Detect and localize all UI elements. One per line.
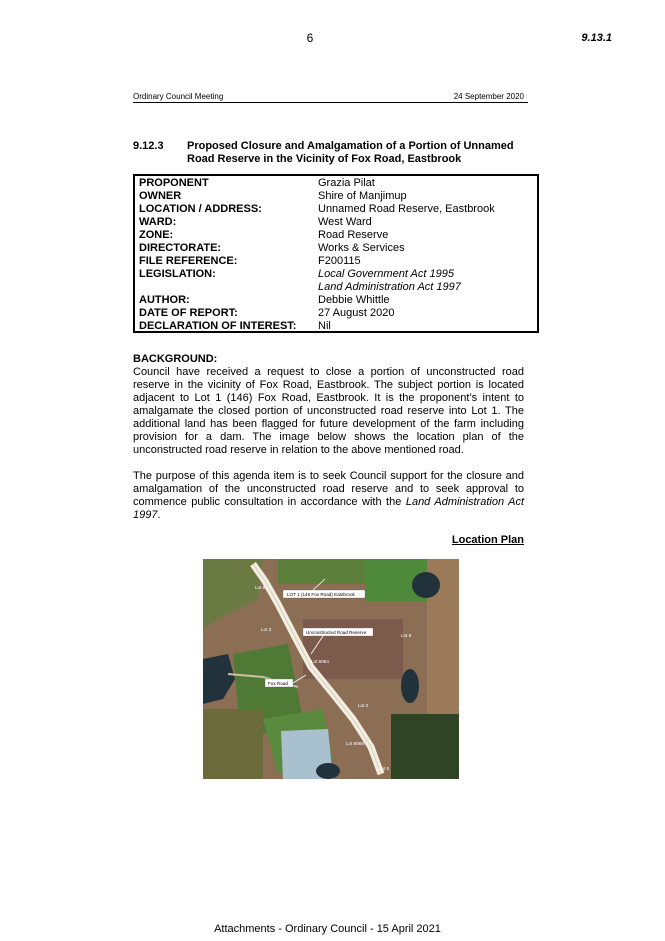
location-plan-map	[203, 559, 459, 779]
info-value: Debbie Whittle	[318, 294, 390, 306]
info-value: F200115	[318, 255, 361, 267]
map-label-lot-g: Lot 5	[379, 766, 390, 771]
map-label-lot-b: Lot 3	[261, 627, 272, 632]
paragraph-end: .	[157, 509, 161, 521]
map-label-lot-a: Lot 8	[255, 585, 266, 590]
info-value: Land Administration Act 1997	[318, 281, 461, 293]
info-value: Works & Services	[318, 242, 405, 254]
info-value: Nil	[318, 320, 331, 332]
dam-central	[401, 669, 419, 703]
location-plan-heading: Location Plan	[451, 534, 524, 546]
map-label-lot1: LOT 1 (146 Fox Road) Eastbrook	[287, 592, 355, 597]
item-reference: 9.13.1	[581, 32, 612, 44]
act-name: Land Administration Act 1997	[133, 496, 525, 521]
map-label-fox-road: Fox Road	[268, 681, 288, 686]
info-label: AUTHOR:	[139, 294, 190, 306]
map-label-lot-d: Lot 8084	[311, 659, 329, 664]
section-title: Proposed Closure and Amalgamation of a Portion of Unnamed Road Reserve in the Vicinity of Fox Road, Eastbrook	[187, 140, 514, 165]
forest-southeast	[391, 714, 459, 779]
field-southwest	[203, 709, 263, 779]
field-green-top	[278, 559, 373, 584]
info-value: Shire of Manjimup	[318, 190, 407, 202]
map-label-lot-f: Lot 8088	[346, 741, 364, 746]
map-label-lot-c: Lot 9	[401, 633, 412, 638]
paragraph-text: The purpose of this agenda item is to seek Council support for the closure and amalgamation of the unconstructed road reserve and to seek approval to commence public consultation in accordance with the	[133, 470, 524, 508]
info-value: 27 August 2020	[318, 307, 395, 319]
info-value: Road Reserve	[318, 229, 389, 241]
map-label-lot-e: Lot 2	[358, 703, 369, 708]
background-heading: BACKGROUND:	[133, 353, 218, 365]
info-label: PROPONENT	[139, 177, 209, 189]
map-label-unconstructed: Unconstructed Road Reserve	[306, 630, 367, 635]
meeting-name: Ordinary Council Meeting	[133, 92, 224, 101]
info-label: LEGISLATION:	[139, 268, 216, 280]
info-value: Grazia Pilat	[318, 177, 375, 189]
info-label: DIRECTORATE:	[139, 242, 222, 254]
background-paragraph-2	[133, 470, 524, 522]
page-footer: Attachments - Ordinary Council - 15 April 2021	[214, 923, 441, 935]
dam-north	[412, 572, 440, 598]
info-label: LOCATION / ADDRESS:	[139, 203, 262, 215]
section-number: 9.12.3	[133, 140, 164, 152]
meeting-date: 24 September 2020	[453, 92, 524, 101]
info-label: DECLARATION OF INTEREST:	[139, 320, 297, 332]
info-label: OWNER	[139, 190, 182, 202]
dam-south	[316, 763, 340, 779]
page-number: 6	[306, 31, 314, 45]
info-table	[133, 174, 539, 333]
header-rule	[133, 102, 528, 103]
info-label: WARD:	[139, 216, 177, 228]
background-paragraph-1: Council have received a request to close a portion of unconstructed road reserve in the vicinity of Fox Road, Eastbrook. The subject portion is located adjacent to Lot 1 (146) Fox Road, Eastbrook. It is the proponent’s intent to amalgamate the closed portion of unconstructed road reserve into Lot 1. The additional land has been flagged for future development of the farm including provision for a dam. The image below shows the location plan of the unconstructed road reserve in relation to the above mentioned road.	[133, 366, 524, 456]
info-label: ZONE:	[139, 229, 174, 241]
info-value: Local Government Act 1995	[318, 268, 454, 280]
info-value: Unnamed Road Reserve, Eastbrook	[318, 203, 495, 215]
info-value: West Ward	[318, 216, 372, 228]
info-label: FILE REFERENCE:	[139, 255, 238, 267]
info-label: DATE OF REPORT:	[139, 307, 238, 319]
